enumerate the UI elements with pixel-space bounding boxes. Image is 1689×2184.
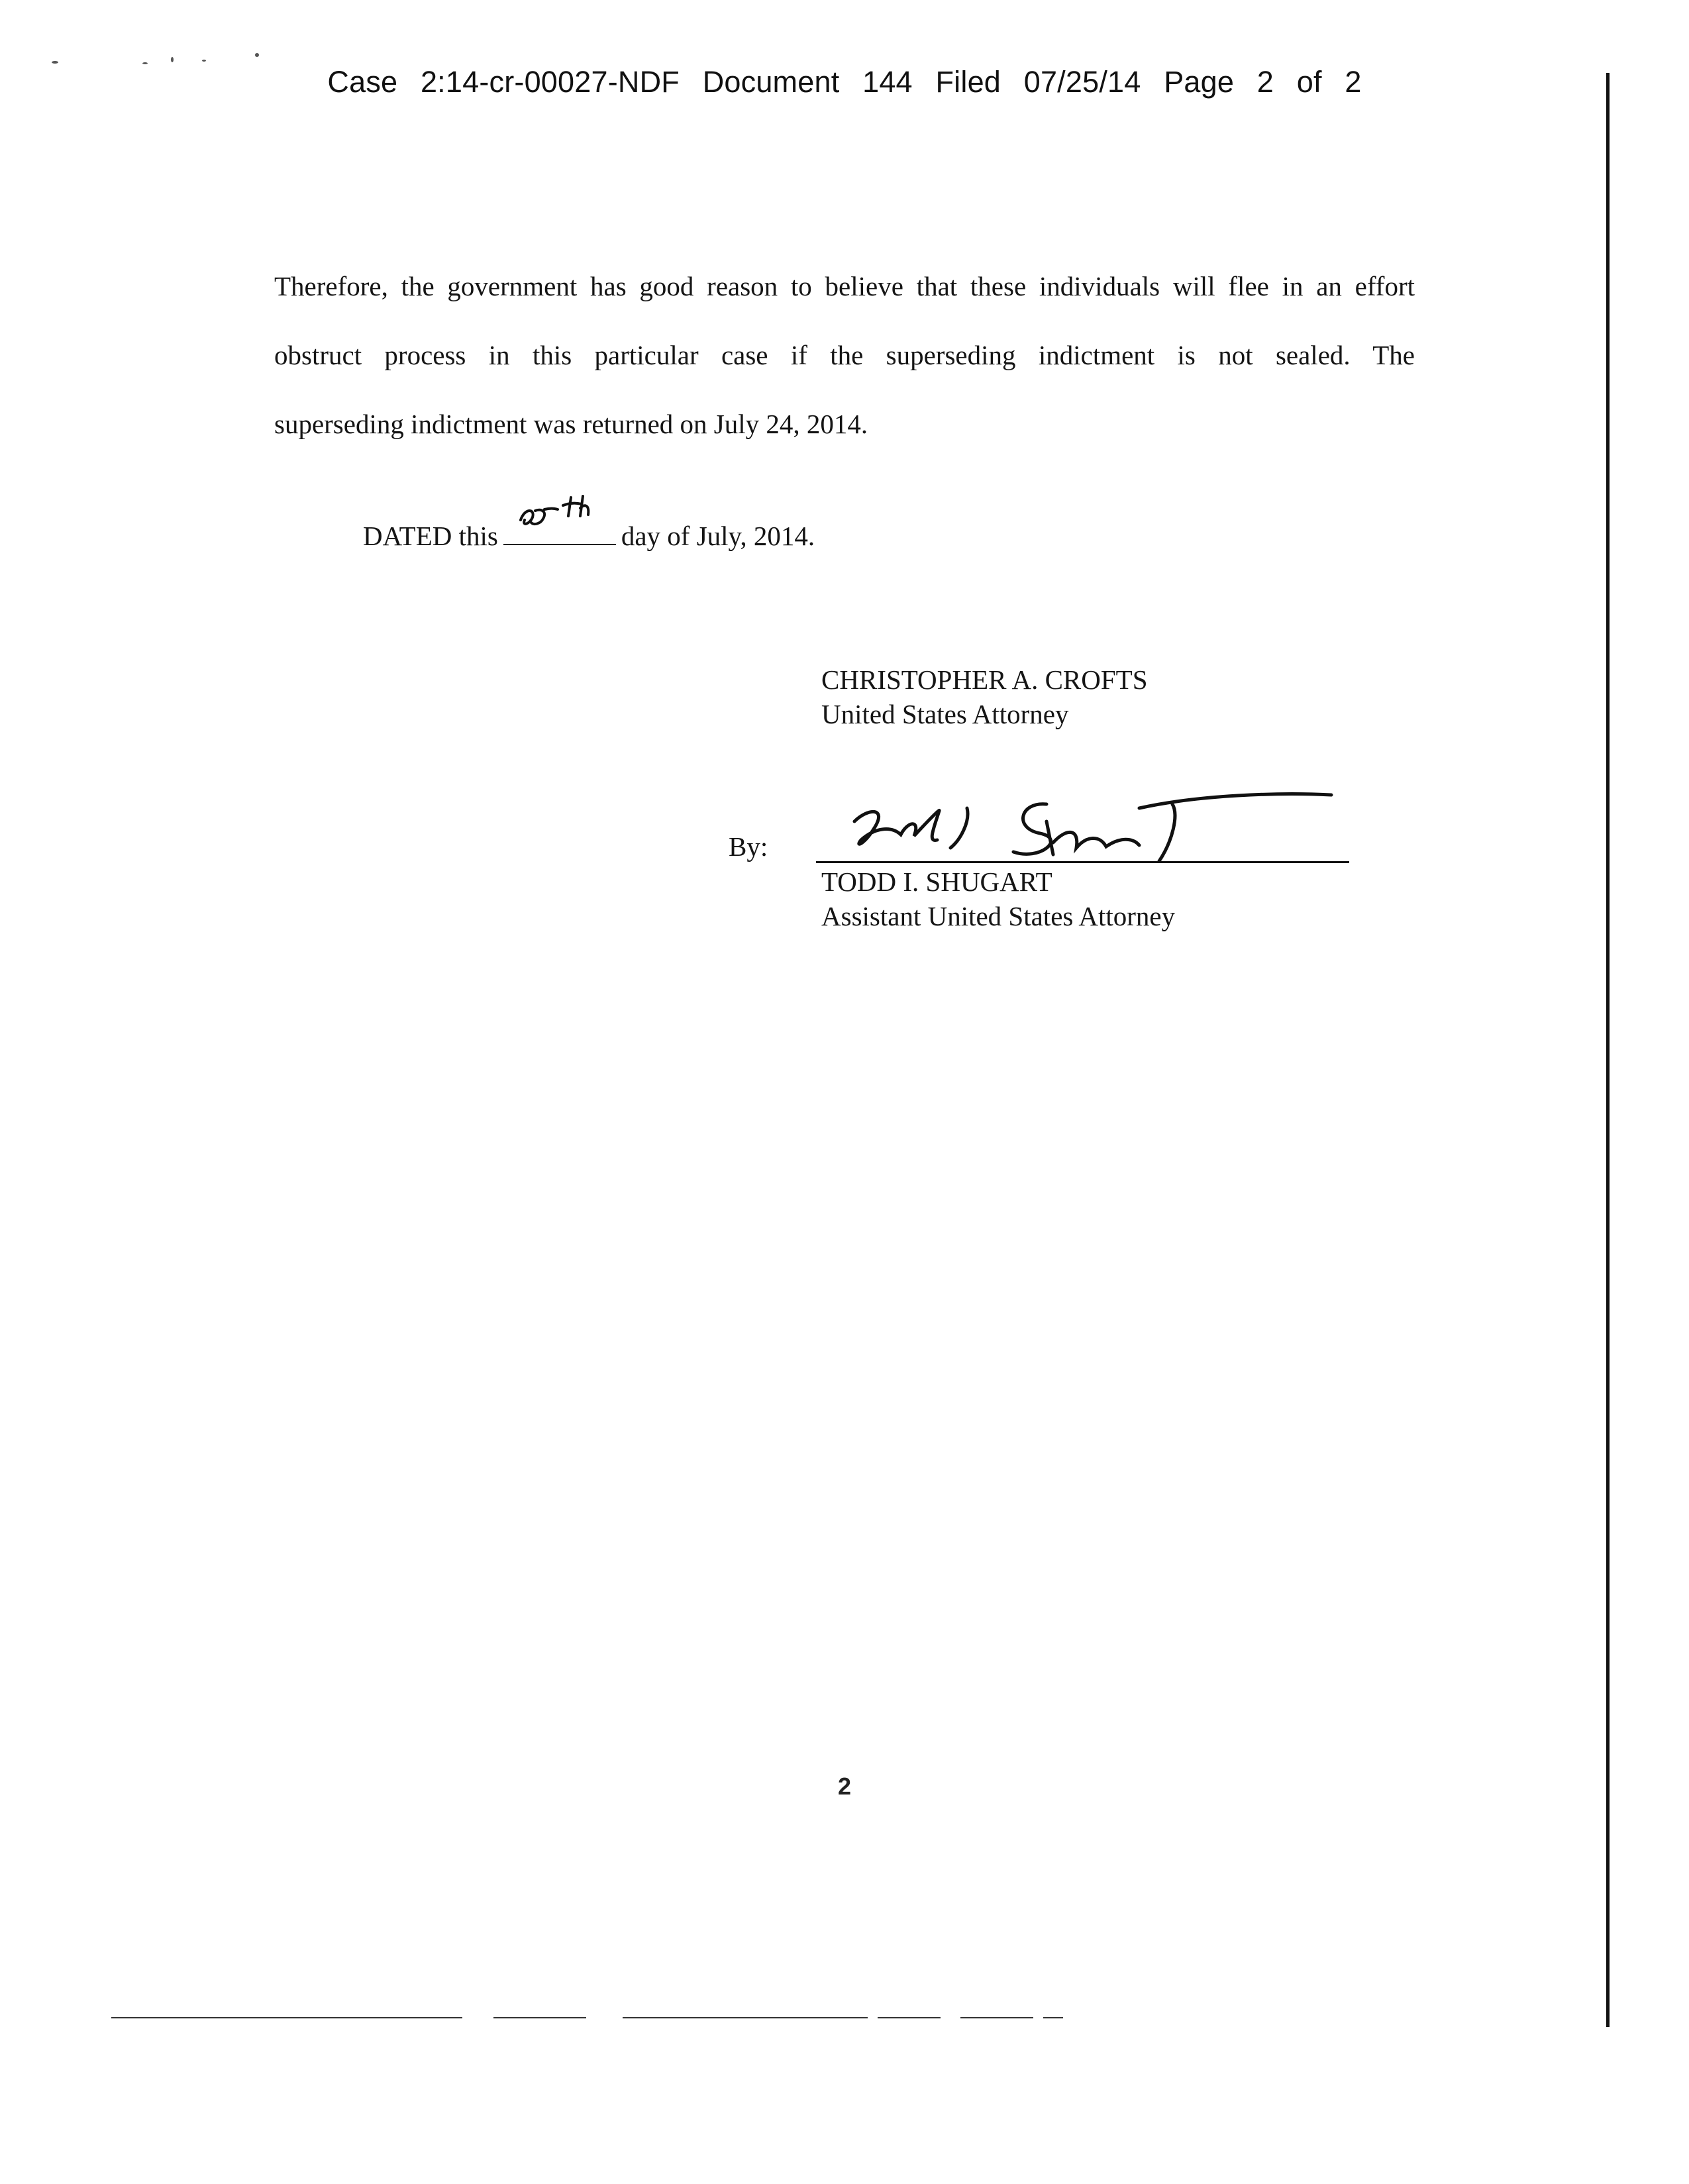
dated-line bbox=[363, 520, 815, 552]
signature-graphic bbox=[828, 782, 1345, 868]
bottom-rule-segment bbox=[878, 2017, 941, 2018]
scan-speck bbox=[52, 61, 58, 64]
scan-speck bbox=[202, 60, 206, 62]
paragraph-line: obstruct process in this particular case if the superseding indictment is not sealed. The bbox=[274, 340, 1415, 370]
paragraph-line: Therefore, the government has good reason to believe that these individuals will flee in an effort bbox=[274, 271, 1415, 301]
by-label: By: bbox=[729, 831, 768, 862]
bottom-rule-segment bbox=[960, 2017, 1033, 2018]
scan-speck bbox=[171, 57, 174, 62]
body-paragraph bbox=[274, 252, 1415, 458]
us-attorney-block bbox=[821, 662, 1148, 731]
dated-prefix: DATED this bbox=[363, 521, 498, 551]
handwritten-day bbox=[515, 488, 615, 535]
page-indicator: Page 2 of 2 bbox=[1164, 65, 1362, 99]
signature-line bbox=[816, 861, 1349, 863]
filed-date: Filed 07/25/14 bbox=[935, 65, 1141, 99]
bottom-rule-segment bbox=[493, 2017, 586, 2018]
right-margin-rule bbox=[1606, 73, 1610, 2027]
page-number: 2 bbox=[837, 1773, 852, 1800]
bottom-rule-segment bbox=[1043, 2017, 1063, 2018]
document-number: Document 144 bbox=[702, 65, 913, 99]
day-blank bbox=[503, 520, 616, 545]
us-attorney-name: CHRISTOPHER A. CROFTS bbox=[821, 664, 1148, 695]
case-number: Case 2:14-cr-00027-NDF bbox=[327, 65, 680, 99]
bottom-rule-segment bbox=[623, 2017, 868, 2018]
dated-suffix: day of July, 2014. bbox=[621, 521, 815, 551]
paragraph-line: superseding indictment was returned on July 24, 2014. bbox=[274, 409, 868, 439]
case-header bbox=[0, 65, 1689, 99]
bottom-rule-segment bbox=[111, 2017, 462, 2018]
us-attorney-title: United States Attorney bbox=[821, 699, 1069, 729]
signer-title: Assistant United States Attorney bbox=[821, 901, 1176, 931]
handwritten-signature bbox=[828, 782, 1345, 871]
signer-block bbox=[821, 864, 1175, 933]
signer-name: TODD I. SHUGART bbox=[821, 866, 1052, 897]
scan-speck bbox=[142, 62, 148, 64]
scan-speck bbox=[255, 53, 259, 57]
